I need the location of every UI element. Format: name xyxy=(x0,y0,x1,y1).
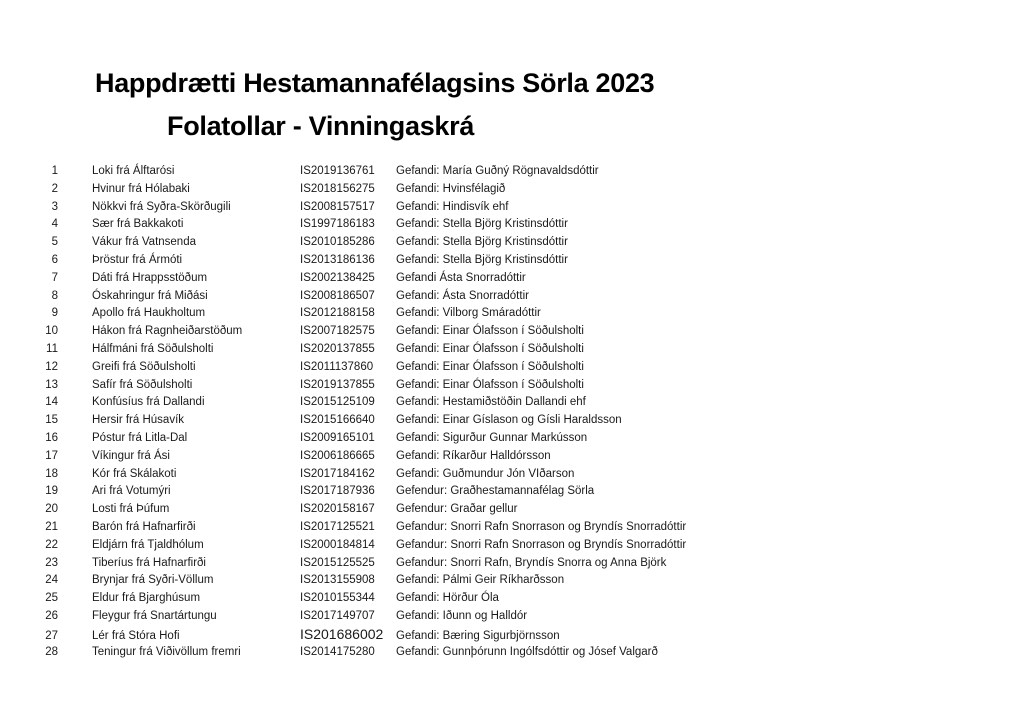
row-number: 23 xyxy=(45,556,58,569)
row-number: 26 xyxy=(45,609,58,622)
table-row xyxy=(0,448,1024,466)
donor-label: Gefandi: Hestamiðstöðin Dallandi ehf xyxy=(396,396,586,409)
document-subtitle: Folatollar - Vinningaskrá xyxy=(167,111,475,141)
horse-name: Safír frá Söðulsholti xyxy=(92,378,193,391)
donor-label: Gefandi: Pálmi Geir Ríkharðsson xyxy=(396,574,565,587)
table-row xyxy=(0,519,1024,537)
table-row xyxy=(0,483,1024,501)
horse-id: IS2015166640 xyxy=(300,414,375,427)
table-row xyxy=(0,234,1024,252)
horse-name: Greifi frá Söðulsholti xyxy=(92,360,196,373)
table-row xyxy=(0,359,1024,377)
row-number: 21 xyxy=(45,520,58,533)
horse-id: IS2017125521 xyxy=(300,520,375,533)
row-number: 24 xyxy=(45,574,58,587)
horse-name: Konfúsíus frá Dallandi xyxy=(92,396,205,409)
row-number: 11 xyxy=(46,342,58,355)
donor-label: Gefandi: Einar Ólafsson í Söðulsholti xyxy=(396,342,584,355)
table-row xyxy=(0,163,1024,181)
horse-name: Teningur frá Viðivöllum fremri xyxy=(92,645,241,658)
horse-name: Hákon frá Ragnheiðarstöðum xyxy=(92,325,243,338)
horse-id: IS2011137860 xyxy=(300,360,374,373)
table-row xyxy=(0,572,1024,590)
donor-label: Gefandi: Ásta Snorradóttir xyxy=(396,289,529,302)
table-row xyxy=(0,288,1024,306)
horse-id: IS2000184814 xyxy=(300,538,375,551)
horse-id: IS2002138425 xyxy=(300,271,375,284)
horse-name: Hersir frá Húsavík xyxy=(92,414,185,427)
horse-name: Hálfmáni frá Söðulsholti xyxy=(92,342,214,355)
table-row xyxy=(0,626,1024,644)
horse-name: Eldjárn frá Tjaldhólum xyxy=(92,538,204,551)
row-number: 5 xyxy=(51,236,58,249)
row-number: 9 xyxy=(51,307,58,320)
donor-label: Gefandur: Snorri Rafn Snorrason og Bryndís Snorradóttir xyxy=(396,538,687,551)
row-number: 19 xyxy=(45,485,58,498)
donor-label: Gefandi: Hvinsfélagið xyxy=(396,182,506,195)
horse-name: Brynjar frá Syðri-Völlum xyxy=(92,574,214,587)
horse-name: Kór frá Skálakoti xyxy=(92,467,177,480)
donor-label: Gefandi: Sigurður Gunnar Markússon xyxy=(396,431,588,444)
row-number: 13 xyxy=(45,378,58,391)
table-row xyxy=(0,394,1024,412)
table-row xyxy=(0,501,1024,519)
table-row xyxy=(0,537,1024,555)
horse-id: IS2019137855 xyxy=(300,378,375,391)
donor-label: Gefandi: Bæring Sigurbjörnsson xyxy=(396,629,560,642)
document-title: Happdrætti Hestamannafélagsins Sörla 2023 xyxy=(95,68,655,98)
horse-name: Tiberíus frá Hafnarfirði xyxy=(92,556,206,569)
table-row xyxy=(0,181,1024,199)
horse-id: IS2015125109 xyxy=(300,396,375,409)
horse-id: IS2018156275 xyxy=(300,182,375,195)
horse-name: Hvinur frá Hólabaki xyxy=(92,182,190,195)
donor-label: Gefandi: Stella Björg Kristinsdóttir xyxy=(396,218,568,231)
table-row xyxy=(0,252,1024,270)
row-number: 28 xyxy=(45,645,58,658)
horse-name: Fleygur frá Snartártungu xyxy=(92,609,217,622)
horse-id: IS2020137855 xyxy=(300,342,375,355)
donor-label: Gefandi: Vilborg Smáradóttir xyxy=(396,307,541,320)
horse-name: Vákur frá Vatnsenda xyxy=(92,236,196,249)
table-row xyxy=(0,608,1024,626)
row-number: 6 xyxy=(51,253,58,266)
table-row xyxy=(0,644,1024,662)
donor-label: Gefandi Ásta Snorradóttir xyxy=(396,271,526,284)
table-row xyxy=(0,555,1024,573)
horse-id: IS2007182575 xyxy=(300,325,375,338)
row-number: 12 xyxy=(45,360,58,373)
horse-name: Dáti frá Hrappsstöðum xyxy=(92,271,208,284)
horse-id: IS2012188158 xyxy=(300,307,375,320)
winners-table xyxy=(0,163,1024,661)
donor-label: Gefendur: Graðar gellur xyxy=(396,503,518,516)
row-number: 4 xyxy=(51,218,58,231)
row-number: 2 xyxy=(51,182,58,195)
horse-id: IS2010185286 xyxy=(300,236,375,249)
horse-id: IS2010155344 xyxy=(300,592,375,605)
horse-id: IS201686002 xyxy=(300,625,384,642)
table-row xyxy=(0,323,1024,341)
donor-label: Gefandi: Einar Ólafsson í Söðulsholti xyxy=(396,325,584,338)
row-number: 18 xyxy=(45,467,58,480)
horse-name: Eldur frá Bjarghúsum xyxy=(92,592,201,605)
donor-label: Gefandi: Ríkarður Halldórsson xyxy=(396,449,551,462)
donor-label: Gefandi: Gunnþórunn Ingólfsdóttir og Jósef Valgarð xyxy=(396,645,658,658)
horse-id: IS2014175280 xyxy=(300,645,375,658)
row-number: 20 xyxy=(45,503,58,516)
horse-id: IS2019136761 xyxy=(300,165,375,177)
row-number: 17 xyxy=(45,449,58,462)
table-row xyxy=(0,412,1024,430)
row-number: 10 xyxy=(45,325,58,338)
horse-id: IS2008157517 xyxy=(300,200,375,213)
donor-label: Gefendur: Graðhestamannafélag Sörla xyxy=(396,485,595,498)
horse-name: Þröstur frá Ármóti xyxy=(92,253,183,266)
donor-label: Gefandi: Hindisvík ehf xyxy=(396,200,509,213)
donor-label: Gefandi: Guðmundur Jón VIðarson xyxy=(396,467,575,480)
horse-name: Óskahringur frá Miðási xyxy=(92,289,208,302)
table-row xyxy=(0,199,1024,217)
row-number: 7 xyxy=(51,271,58,284)
horse-name: Loki frá Álftarósi xyxy=(92,165,175,177)
horse-id: IS2015125525 xyxy=(300,556,375,569)
horse-name: Lér frá Stóra Hofi xyxy=(92,629,180,642)
donor-label: Gefandi: Einar Ólafsson í Söðulsholti xyxy=(396,360,584,373)
donor-label: Gefandi: Einar Gíslason og Gísli Haraldsson xyxy=(396,414,622,427)
horse-name: Barón frá Hafnarfirði xyxy=(92,520,196,533)
table-row xyxy=(0,430,1024,448)
horse-id: IS2006186665 xyxy=(300,449,375,462)
row-number: 15 xyxy=(45,414,58,427)
row-number: 1 xyxy=(51,165,58,177)
table-row xyxy=(0,466,1024,484)
horse-id: IS2009165101 xyxy=(300,431,375,444)
horse-id: IS2017149707 xyxy=(300,609,375,622)
row-number: 14 xyxy=(45,396,58,409)
horse-name: Nökkvi frá Syðra-Skörðugili xyxy=(92,200,231,213)
horse-id: IS2013186136 xyxy=(300,253,375,266)
horse-id: IS2017187936 xyxy=(300,485,375,498)
row-number: 3 xyxy=(51,200,58,213)
donor-label: Gefandi: María Guðný Rögnavaldsdóttir xyxy=(396,165,599,177)
horse-name: Póstur frá Litla-Dal xyxy=(92,431,188,444)
donor-label: Gefandi: Hörður Óla xyxy=(396,592,499,605)
donor-label: Gefandur: Snorri Rafn Snorrason og Bryndís Snorradóttir xyxy=(396,520,687,533)
row-number: 27 xyxy=(45,629,58,642)
horse-name: Ari frá Votumýri xyxy=(92,485,171,498)
horse-id: IS2020158167 xyxy=(300,503,375,516)
donor-label: Gefandi: Stella Björg Kristinsdóttir xyxy=(396,253,568,266)
row-number: 25 xyxy=(45,592,58,605)
donor-label: Gefandi: Iðunn og Halldór xyxy=(396,609,528,622)
horse-id: IS2017184162 xyxy=(300,467,375,480)
table-row xyxy=(0,270,1024,288)
row-number: 8 xyxy=(51,289,58,302)
horse-name: Víkingur frá Ási xyxy=(92,449,170,462)
donor-label: Gefandur: Snorri Rafn, Bryndís Snorra og Anna Björk xyxy=(396,556,667,569)
horse-name: Losti frá Þúfum xyxy=(92,503,170,516)
horse-id: IS2013155908 xyxy=(300,574,375,587)
table-row xyxy=(0,216,1024,234)
donor-label: Gefandi: Einar Ólafsson í Söðulsholti xyxy=(396,378,584,391)
table-row xyxy=(0,305,1024,323)
donor-label: Gefandi: Stella Björg Kristinsdóttir xyxy=(396,236,568,249)
row-number: 16 xyxy=(45,431,58,444)
table-row xyxy=(0,377,1024,395)
row-number: 22 xyxy=(45,538,58,551)
table-row xyxy=(0,341,1024,359)
horse-id: IS1997186183 xyxy=(300,218,375,231)
table-row xyxy=(0,590,1024,608)
horse-name: Sær frá Bakkakoti xyxy=(92,218,184,231)
horse-name: Apollo frá Haukholtum xyxy=(92,307,206,320)
horse-id: IS2008186507 xyxy=(300,289,375,302)
